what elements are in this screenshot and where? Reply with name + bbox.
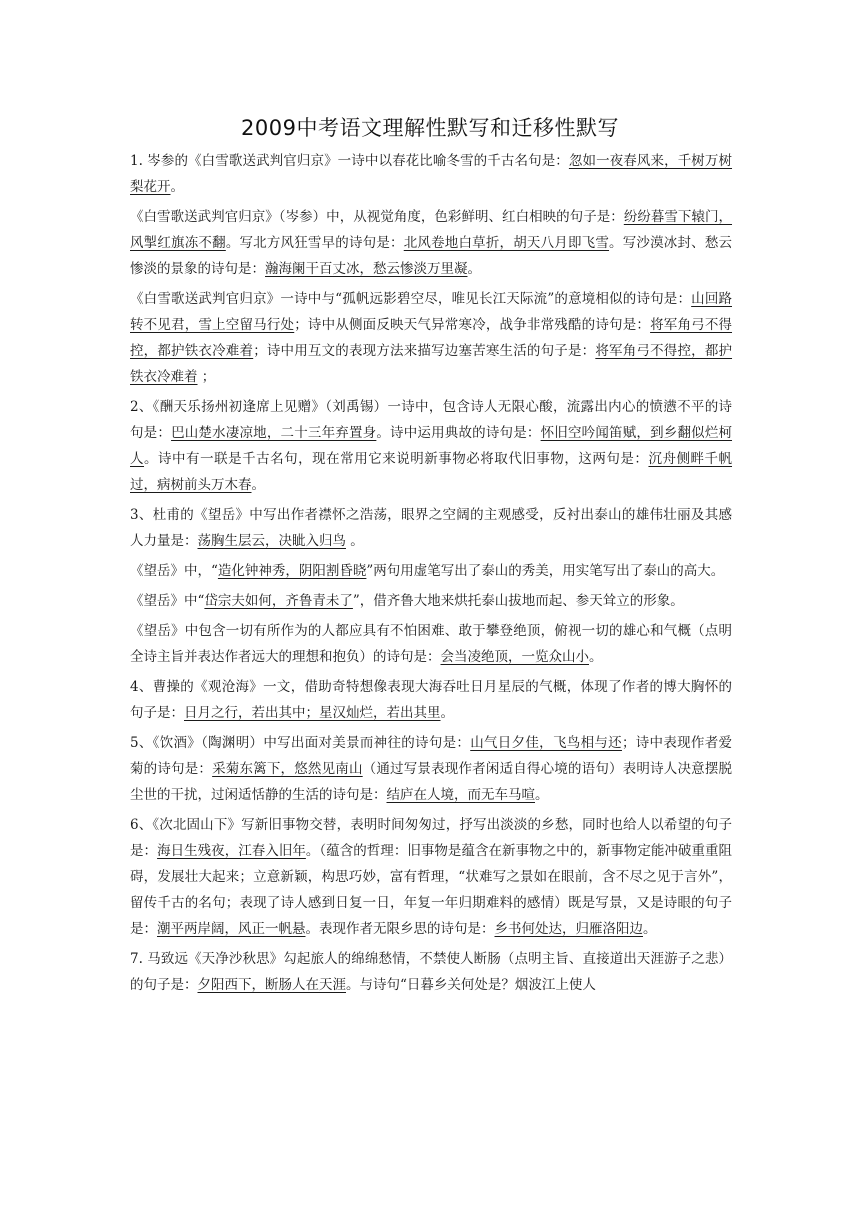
- answer-text: 会当凌绝顶，一览众山小: [440, 649, 589, 665]
- paragraph: [130, 588, 732, 614]
- answer-text: 海日生残夜，江春入旧年: [157, 843, 306, 859]
- answer-text: 将军角弓不得控，都护铁衣冷难着: [130, 317, 733, 359]
- paragraph: [130, 730, 732, 808]
- question-text: 5、《饮酒》（陶渊明）中写出面对美景而神往的诗句是：: [130, 735, 471, 751]
- question-text: 。: [643, 921, 657, 937]
- answer-text: 北风卷地白草折，胡天八月即飞雪: [403, 235, 610, 251]
- answer-text: 巴山楚水凄凉地，二十三年弃置身: [171, 425, 377, 441]
- answer-text: 沉舟侧畔千帆过，病树前头万木春: [130, 451, 733, 493]
- question-text: 《白雪歌送武判官归京》一诗中与“孤帆远影碧空尽，唯见长江天际流”的意境相似的诗句是：: [130, 291, 692, 307]
- question-text: 。: [170, 179, 184, 195]
- answer-text: 荡胸生层云，决眦入归鸟: [197, 533, 346, 549]
- paragraph: [130, 502, 732, 554]
- paragraph: [130, 812, 732, 942]
- answer-text: 结庐在人境，而无车马喧: [386, 787, 535, 803]
- answer-text: 日月之行，若出其中；星汉灿烂，若出其里: [184, 705, 441, 721]
- question-text: 4、曹操的《观沧海》一文，借助奇特想像表现大海吞吐日月星辰的气概，体现了作者的博大胸怀的句子是：: [130, 679, 732, 721]
- paragraph: [130, 618, 732, 670]
- question-text: ；诗中用互文的表现方法来描写边塞苦寒生活的句子是：: [253, 343, 596, 359]
- question-text: 。写沙漠冰封、愁云惨淡的景象的诗句是：: [130, 235, 733, 277]
- question-text: ；诗中从侧面反映天气异常寒冷，战争非常残酷的诗句是：: [294, 317, 651, 333]
- answer-text: 将军角弓不得控，都护铁衣冷难着: [130, 343, 733, 385]
- answer-text: 造化钟神秀，阴阳割昏晓: [217, 563, 367, 579]
- answer-text: 瀚海阑干百丈冰，愁云惨淡万里凝: [265, 261, 468, 277]
- paragraph: [130, 946, 732, 998]
- answer-text: 岱宗夫如何，齐鲁青未了: [204, 593, 353, 609]
- question-text: 1. 岑参的《白雪歌送武判官归京》一诗中以春花比喻冬雪的千古名句是：: [130, 153, 569, 169]
- question-text: 。写北方风狂雪早的诗句是：: [225, 235, 404, 251]
- paragraph: [130, 394, 732, 498]
- question-text: 6、《次北固山下》写新旧事物交替，表明时间匆匆过，抒写出淡淡的乡愁，同时也给人以希望的句子是：: [130, 817, 732, 859]
- question-text: 。: [346, 533, 364, 549]
- question-text: ；诗中表现作者爱菊的诗句是：: [130, 735, 733, 777]
- question-text: 《白雪歌送武判官归京》（岑参）中，从视觉角度，色彩鲜明、红白相映的句子是：: [130, 209, 624, 225]
- answer-text: 乡书何处达，归雁洛阳边: [494, 921, 643, 937]
- question-text: 。: [535, 787, 549, 803]
- question-text: 。: [251, 477, 265, 493]
- question-text: 。: [440, 705, 454, 721]
- question-text: 2、《酬天乐扬州初逢席上见赠》（刘禹锡）一诗中，包含诗人无限心酸，流露出内心的愤懑不平的诗句是：: [130, 399, 732, 441]
- question-text: 《望岳》中包含一切有所作为的人都应具有不怕困难、敢于攀登绝顶，俯视一切的雄心和气概（点明全诗主旨并表达作者远大的理想和抱负）的诗句是：: [130, 623, 732, 665]
- question-text: 。诗中有一联是千古名句，现在常用它来说明新事物必将取代旧事物，这两句是：: [144, 451, 649, 467]
- answer-text: 山回路转不见君，雪上空留马行处: [130, 291, 732, 333]
- question-text: 。（蕴含的哲理：旧事物是蕴含在新事物之中的，新事物定能冲破重重阻碍，发展壮大起来；立意新颖，构思巧妙，富有哲理，“状难写之景如在眼前，含不尽之见于言外”，留传千古的名句；表现了诗人感到日复一日，年复一年归期难料的感情）既是写景，又是诗眼的句子是：: [130, 843, 733, 937]
- answer-text: 忽如一夜春风来，千树万树梨花开: [130, 153, 733, 195]
- answer-text: 潮平两岸阔，风正一帆悬: [157, 921, 306, 937]
- paragraph: [130, 674, 732, 726]
- question-text: 3、杜甫的《望岳》中写出作者襟怀之浩荡，眼界之空阔的主观感受，反衬出泰山的雄伟壮丽及其感人力量是：: [130, 507, 732, 549]
- answer-text: 采菊东篱下，悠然见南山: [212, 761, 363, 777]
- question-text: 7. 马致远《天净沙秋思》勾起旅人的绵绵愁情，不禁使人断肠（点明主旨、直接道出天涯游子之悲）的句子是：: [130, 951, 732, 993]
- answer-text: 怀旧空吟闻笛赋，到乡翻似烂柯人: [130, 425, 733, 467]
- question-text: ”两句用虚笔写出了泰山的秀美，用实笔写出了泰山的高大。: [366, 563, 725, 579]
- question-text: 《望岳》中，“: [130, 563, 218, 579]
- answer-text: 山气日夕佳，飞鸟相与还: [470, 735, 622, 751]
- question-text: ；: [197, 369, 216, 385]
- question-text: 。表现作者无限乡思的诗句是：: [305, 921, 495, 937]
- paragraph: [130, 148, 732, 200]
- question-text: ”，借齐鲁大地来烘托泰山拔地而起、参天耸立的形象。: [352, 593, 684, 609]
- answer-text: 夕阳西下，断肠人在天涯: [197, 977, 346, 993]
- paragraph: [130, 286, 732, 390]
- question-text: 《望岳》中“: [130, 593, 205, 609]
- answer-text: 纷纷暮雪下辕门，风掣红旗冻不翻: [130, 209, 733, 251]
- question-text: 。: [589, 649, 603, 665]
- paragraph: [130, 204, 732, 282]
- question-text: 。: [467, 261, 481, 277]
- document-title: 2009中考语文理解性默写和迁移性默写: [241, 116, 619, 140]
- question-text: 。与诗句“日暮乡关何处是？烟波江上使人: [346, 977, 596, 993]
- question-text: 。诗中运用典故的诗句是：: [376, 425, 541, 441]
- question-text: （通过写景表现作者闲适自得心境的语句）表明诗人决意摆脱尘世的干扰，过闲适恬静的生活的诗句是：: [130, 761, 733, 803]
- document-body: [130, 148, 732, 1002]
- paragraph: [130, 558, 732, 584]
